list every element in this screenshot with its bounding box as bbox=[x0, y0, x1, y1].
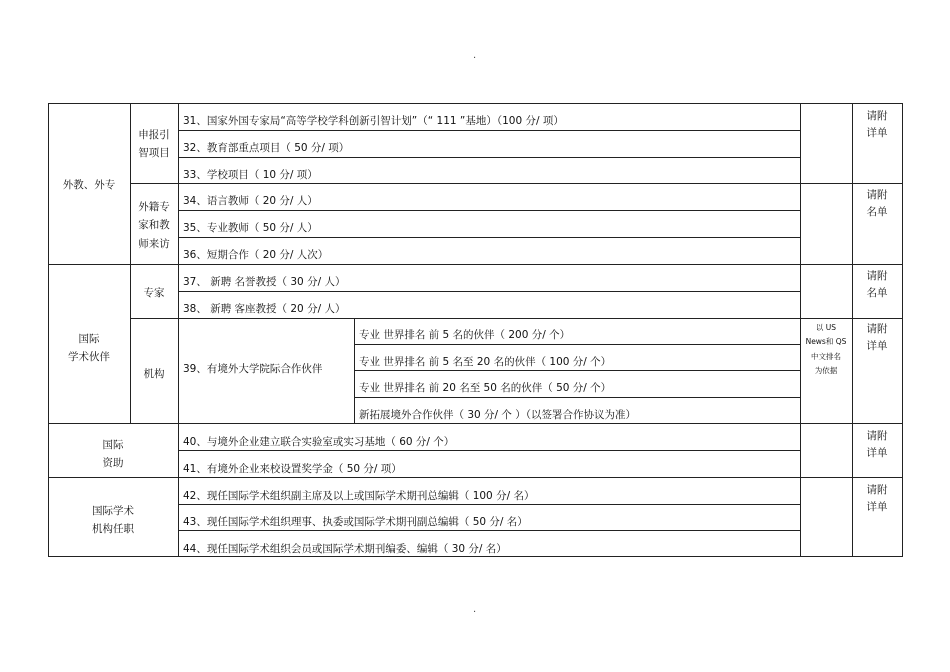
row-divider bbox=[178, 157, 800, 158]
row-divider bbox=[130, 183, 903, 184]
partner-tier: 新拓展境外合作伙伴（ 30 分/ 个 ）（以签署合作协议为准） bbox=[359, 409, 636, 421]
scoring-item: 32、教育部重点项目（ 50 分/ 项） bbox=[183, 142, 350, 154]
row-divider bbox=[48, 477, 903, 478]
category-label: 国际 学术伙伴 bbox=[68, 333, 110, 364]
scoring-item: 44、现任国际学术组织会员或国际学术期刊编委、编辑（ 30 分/ 名） bbox=[183, 543, 507, 555]
remark-cell: 请附 详单 bbox=[866, 484, 888, 513]
remark-cell: 请附 详单 bbox=[866, 430, 888, 459]
scoring-item: 42、现任国际学术组织副主席及以上或国际学术期刊总编辑（ 100 分/ 名） bbox=[183, 490, 535, 502]
row-divider bbox=[354, 344, 800, 345]
scoring-item: 39、有境外大学院际合作伙伴 bbox=[183, 363, 323, 375]
table-border-top bbox=[48, 103, 903, 104]
table-border-bottom bbox=[48, 556, 903, 557]
category-label: 国际学术 机构任职 bbox=[92, 505, 134, 536]
subcategory-label: 外籍专 家和教 师来访 bbox=[138, 201, 170, 250]
row-divider bbox=[354, 370, 800, 371]
ranking-note: 以 US News和 QS 中文排名 为依据 bbox=[805, 323, 847, 375]
subcategory-label: 机构 bbox=[143, 368, 165, 380]
scoring-item: 33、学校项目（ 10 分/ 项） bbox=[183, 169, 318, 181]
scoring-item: 35、专业教师（ 50 分/ 人） bbox=[183, 222, 318, 234]
partner-tier: 专业 世界排名 前 5 名的伙伴（ 200 分/ 个） bbox=[359, 329, 571, 341]
scoring-item: 41、有境外企业来校设置奖学金（ 50 分/ 项） bbox=[183, 463, 402, 475]
remark-cell: 请附 名单 bbox=[866, 270, 888, 299]
row-divider bbox=[178, 291, 800, 292]
page-marker-bottom: . bbox=[473, 604, 477, 615]
remark-cell: 请附 详单 bbox=[866, 110, 888, 139]
column-divider bbox=[178, 103, 179, 556]
row-divider bbox=[178, 237, 800, 238]
row-divider bbox=[178, 530, 800, 531]
category-label: 国际 资助 bbox=[102, 439, 124, 470]
row-divider bbox=[178, 450, 800, 451]
row-divider bbox=[130, 318, 903, 319]
remark-cell: 请附 详单 bbox=[866, 323, 888, 352]
scoring-item: 34、语言教师（ 20 分/ 人） bbox=[183, 195, 318, 207]
row-divider bbox=[48, 423, 903, 424]
row-divider bbox=[178, 130, 800, 131]
partner-tier: 专业 世界排名 前 20 名至 50 名的伙伴（ 50 分/ 个） bbox=[359, 382, 612, 394]
row-divider bbox=[354, 397, 800, 398]
scoring-item: 31、国家外国专家局“高等学校学科创新引智计划”（“ 111 ”基地）（100 分/ 项） bbox=[183, 115, 564, 127]
page-marker-top: . bbox=[473, 50, 477, 61]
scoring-item: 36、短期合作（ 20 分/ 人次） bbox=[183, 249, 329, 261]
remark-cell: 请附 名单 bbox=[866, 189, 888, 218]
partner-tier: 专业 世界排名 前 5 名至 20 名的伙伴（ 100 分/ 个） bbox=[359, 356, 612, 368]
category-label: 外教、外专 bbox=[62, 179, 116, 191]
row-divider bbox=[178, 210, 800, 211]
scoring-item: 37、 新聘 名誉教授（ 30 分/ 人） bbox=[183, 276, 346, 288]
row-divider bbox=[178, 504, 800, 505]
scoring-item: 38、 新聘 客座教授（ 20 分/ 人） bbox=[183, 303, 346, 315]
column-divider bbox=[354, 318, 355, 423]
row-divider bbox=[48, 264, 903, 265]
scoring-item: 43、现任国际学术组织理事、执委或国际学术期刊副总编辑（ 50 分/ 名） bbox=[183, 516, 528, 528]
subcategory-label: 专家 bbox=[143, 287, 165, 299]
table-border-right bbox=[902, 103, 903, 556]
scoring-item: 40、与境外企业建立联合实验室或实习基地（ 60 分/ 个） bbox=[183, 436, 455, 448]
subcategory-label: 申报引 智项目 bbox=[138, 129, 170, 160]
